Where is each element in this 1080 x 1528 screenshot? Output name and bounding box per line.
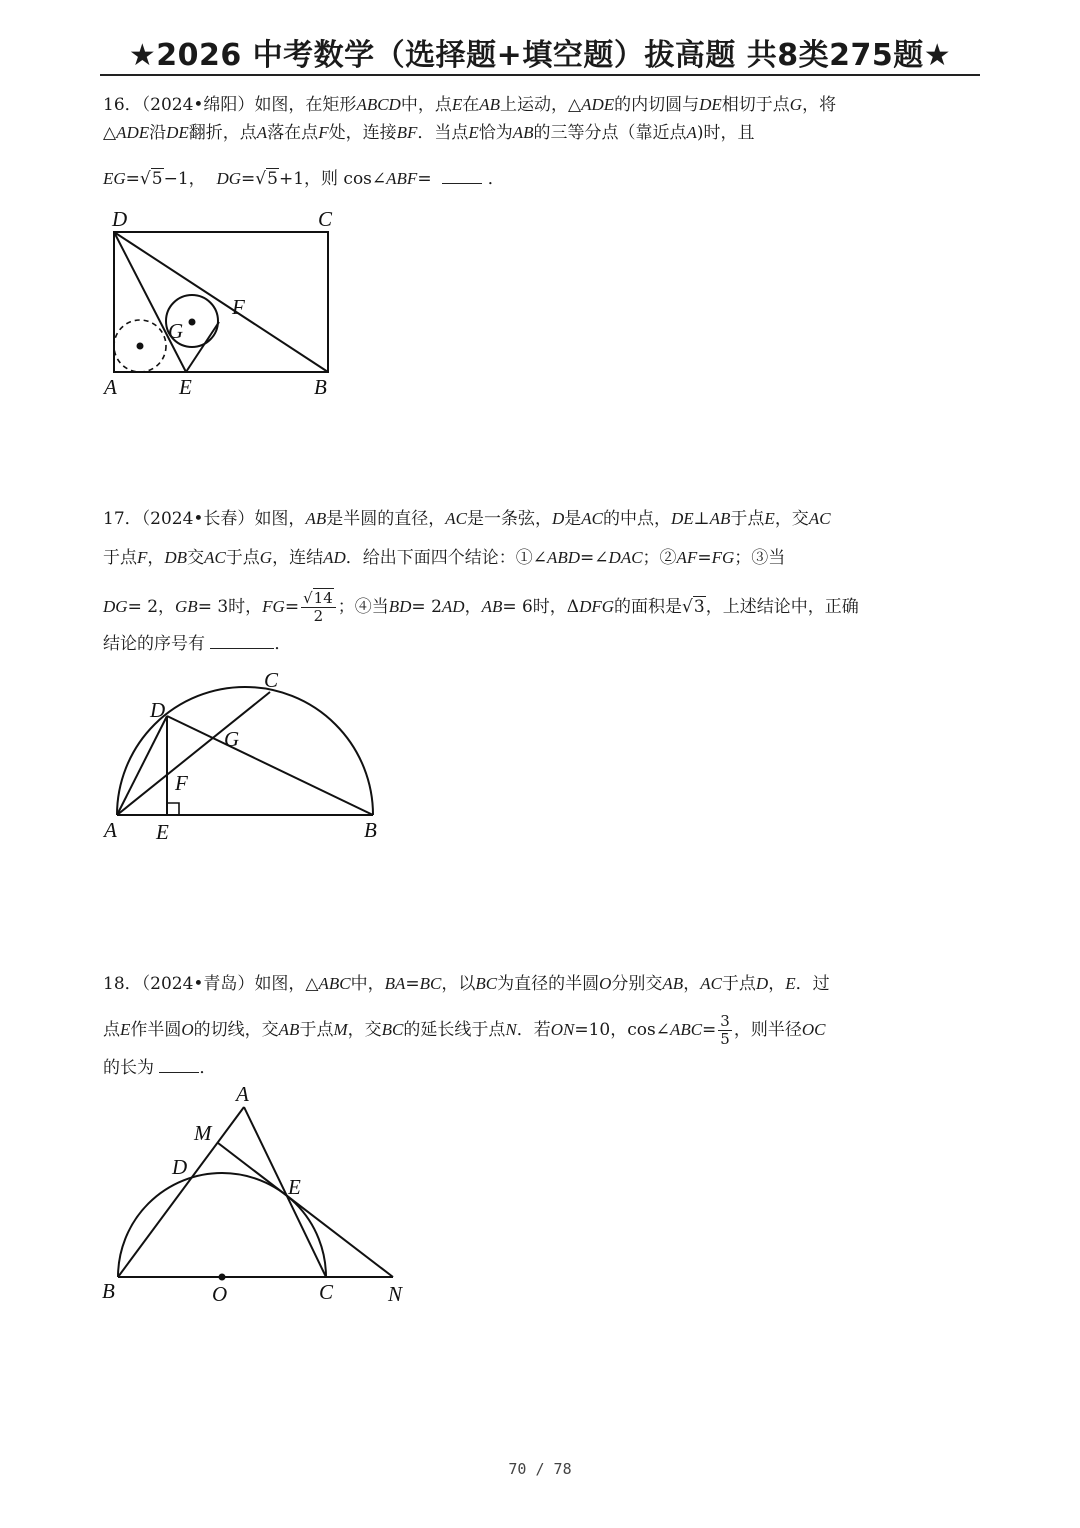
tangent-mn xyxy=(218,1143,393,1277)
text: ， xyxy=(768,974,786,994)
text: 的中点， xyxy=(602,509,671,529)
text: 是一条弦， xyxy=(466,509,552,529)
math-var: DE xyxy=(699,95,722,114)
text: 的长为 xyxy=(103,1058,154,1078)
text: ，则半径 xyxy=(733,1020,802,1040)
figure-18 xyxy=(100,1080,420,1320)
problem-number: 16． xyxy=(103,95,142,115)
chord-ad xyxy=(117,716,167,815)
text: 相切于点 xyxy=(721,95,790,115)
math-var: DAC xyxy=(608,548,643,567)
text: ；② xyxy=(642,548,677,568)
math-var: ABCD xyxy=(356,95,401,114)
text: =10，cos∠ xyxy=(574,1020,670,1040)
label-b: B xyxy=(364,818,377,842)
math-var: BC xyxy=(475,974,498,993)
math-var: ABF xyxy=(386,169,418,188)
label-b: B xyxy=(102,1279,115,1303)
math-var: BC xyxy=(419,974,442,993)
text: ， xyxy=(147,548,165,568)
text: 在 xyxy=(462,95,480,115)
label-c: C xyxy=(319,1280,334,1304)
math-var: DG xyxy=(103,597,128,616)
text: 于点 xyxy=(299,1020,334,1040)
center-dot xyxy=(189,319,196,326)
figure-16 xyxy=(100,200,360,410)
math-var: G xyxy=(259,548,273,567)
math-var: AB xyxy=(278,1020,300,1039)
math-var: AB xyxy=(512,123,534,142)
text: 处，连接 xyxy=(328,123,397,143)
text: 落在点 xyxy=(267,123,319,143)
label-f: F xyxy=(232,295,245,319)
text: 的面积是 xyxy=(614,597,683,617)
text: −1， xyxy=(163,169,206,189)
text: ，交 xyxy=(347,1020,382,1040)
text: 为直径的半圆 xyxy=(497,974,600,994)
sqrt-radicand: 5 xyxy=(151,169,163,189)
math-var: FG xyxy=(711,548,735,567)
text: = 2 xyxy=(411,597,442,617)
text: = xyxy=(405,974,420,994)
answer-blank xyxy=(442,169,482,184)
math-var: ABC xyxy=(318,974,351,993)
text: 的延长线于点 xyxy=(403,1020,506,1040)
text: ，交 xyxy=(774,509,809,529)
label-f: F xyxy=(175,771,188,795)
text: 交 xyxy=(187,548,205,568)
text: 恰为 xyxy=(478,123,513,143)
center-dot xyxy=(137,343,144,350)
label-e: E xyxy=(156,820,169,844)
text: 于点 xyxy=(721,974,756,994)
problem-18-line-2 xyxy=(103,1013,825,1048)
text: = xyxy=(241,169,256,189)
math-var: O xyxy=(599,974,612,993)
text: ，以 xyxy=(441,974,476,994)
math-var: FG xyxy=(262,597,285,616)
problem-number: 17． xyxy=(103,509,142,529)
math-var: AC xyxy=(581,509,603,528)
text: 于点 xyxy=(103,548,137,568)
text: 作半圆 xyxy=(130,1020,182,1040)
problem-16-line-3: EG=√5−1， DG=√5+1，则 cos∠ABF= ． xyxy=(103,169,505,189)
math-var: ADE xyxy=(581,95,615,114)
math-var: AB xyxy=(709,509,731,528)
text: = xyxy=(284,597,300,617)
math-var: BD xyxy=(388,597,412,616)
label-n: N xyxy=(388,1282,403,1306)
label-g: G xyxy=(168,319,184,343)
math-var: BF xyxy=(396,123,418,142)
math-var: DB xyxy=(164,548,188,567)
text: ．给出下面四个结论：①∠ xyxy=(345,548,547,568)
header-rule xyxy=(100,74,980,76)
math-var: AD xyxy=(441,597,465,616)
math-var: AB xyxy=(481,597,503,616)
problem-number: 18． xyxy=(103,974,142,994)
problem-source: （2024•绵阳） xyxy=(141,95,255,115)
label-a: A xyxy=(236,1082,249,1106)
math-var: DG xyxy=(216,169,242,188)
math-var: AB xyxy=(479,95,500,114)
math-var: E xyxy=(120,1020,131,1039)
text: ，上述结论中，正确 xyxy=(705,597,859,617)
text: 沿 xyxy=(149,123,167,143)
math-var: DE xyxy=(670,509,694,528)
text: 中，点 xyxy=(400,95,452,115)
text: 如图，在矩形 xyxy=(254,95,357,115)
text: 如图，△ xyxy=(254,974,319,994)
math-var: AD xyxy=(323,548,346,567)
math-var: O xyxy=(181,1020,194,1039)
label-a: A xyxy=(104,818,117,842)
math-var: AC xyxy=(445,509,467,528)
fraction-numerator: 3 xyxy=(720,1012,730,1030)
text: ， xyxy=(683,974,701,994)
text: = xyxy=(125,169,140,189)
text: 如图， xyxy=(254,509,306,529)
math-var: M xyxy=(333,1020,348,1039)
problem-16-line-1 xyxy=(103,94,836,116)
text: 的切线，交 xyxy=(193,1020,279,1040)
text: = xyxy=(697,548,712,568)
text: 是 xyxy=(564,509,582,529)
math-var: D xyxy=(755,974,769,993)
math-var: E xyxy=(451,95,463,114)
problem-17-line-4 xyxy=(103,633,291,655)
math-var: BA xyxy=(384,974,406,993)
text: 于点 xyxy=(225,548,260,568)
problem-18-line-1 xyxy=(103,973,830,995)
text: = 2， xyxy=(127,597,176,617)
problem-17-line-3: DG= 2，GB= 3时，FG= $\frac{√14}{2}$ ；④当BD= 2AD，AB= 6时，ΔDFG的面积是√3，上述结论中，正确 xyxy=(103,589,859,625)
text: ；③当 xyxy=(734,548,786,568)
text: 的内切圆与 xyxy=(614,95,700,115)
text: ⊥ xyxy=(693,509,710,529)
center-o-dot xyxy=(219,1274,226,1281)
text: ．当点 xyxy=(417,123,469,143)
text: = 3时， xyxy=(197,597,263,617)
math-var: E xyxy=(785,974,796,993)
math-var: ABD xyxy=(547,548,581,567)
text: ． xyxy=(487,169,505,189)
text: △ xyxy=(103,123,117,143)
text: = xyxy=(702,1020,717,1040)
text: +1，则 cos∠ xyxy=(278,169,387,189)
text: = xyxy=(417,169,432,189)
label-c: C xyxy=(318,207,333,231)
math-var: AC xyxy=(700,974,722,993)
text: ．过 xyxy=(795,974,830,994)
text: 中， xyxy=(350,974,385,994)
fraction-denominator: 5 xyxy=(720,1030,730,1048)
answer-blank xyxy=(210,634,274,649)
text: =∠ xyxy=(580,548,609,568)
math-var: GB xyxy=(175,597,198,616)
answer-blank xyxy=(159,1058,199,1073)
text: )时，且 xyxy=(696,123,755,143)
math-var: AF xyxy=(676,548,698,567)
problem-18-line-3 xyxy=(103,1057,216,1079)
math-var: G xyxy=(789,95,803,114)
problem-source: （2024•青岛） xyxy=(141,974,255,994)
math-var: ADE xyxy=(116,123,150,142)
page-number: 70 / 78 xyxy=(508,1460,572,1478)
fraction: $\frac{√14}{2}$ xyxy=(301,590,336,625)
sqrt-radicand: 3 xyxy=(693,597,705,617)
sqrt-radicand: 14 xyxy=(313,589,333,607)
math-var: E xyxy=(764,509,775,528)
text: 上运动，△ xyxy=(500,95,582,115)
text: ， xyxy=(464,597,482,617)
math-var: AB xyxy=(305,509,327,528)
text: ，连结 xyxy=(272,548,324,568)
math-var: OC xyxy=(801,1020,826,1039)
math-var: E xyxy=(468,123,479,142)
math-var: F xyxy=(137,548,148,567)
text: 的三等分点（靠近点 xyxy=(533,123,687,143)
text: 结论的序号有 xyxy=(103,634,205,654)
label-m: M xyxy=(194,1121,212,1145)
text: = 6时，Δ xyxy=(502,597,580,617)
math-var: N xyxy=(505,1020,517,1039)
math-var: EG xyxy=(103,169,126,188)
problem-source: （2024•长春） xyxy=(141,509,255,529)
math-var: ABC xyxy=(669,1020,703,1039)
math-var: DFG xyxy=(579,597,615,616)
label-d: D xyxy=(150,698,166,722)
math-var: ON xyxy=(550,1020,575,1039)
text: 点 xyxy=(103,1020,120,1040)
label-c: C xyxy=(264,668,279,692)
sqrt-radicand: 5 xyxy=(267,169,278,189)
text: ． xyxy=(199,1058,217,1078)
text: ；④当 xyxy=(337,597,389,617)
math-var: BC xyxy=(381,1020,404,1039)
math-var: AB xyxy=(662,974,684,993)
fraction xyxy=(718,1013,732,1048)
text: 分别交 xyxy=(611,974,663,994)
label-b: B xyxy=(314,375,327,399)
math-var: DE xyxy=(166,123,189,142)
label-d: D xyxy=(112,207,128,231)
text: ． xyxy=(274,634,292,654)
segment-db xyxy=(114,232,328,372)
label-e: E xyxy=(179,375,192,399)
math-var: D xyxy=(551,509,565,528)
text: 于点 xyxy=(730,509,765,529)
label-e: E xyxy=(288,1175,301,1199)
label-o: O xyxy=(212,1282,228,1306)
label-d: D xyxy=(172,1155,188,1179)
figure-17 xyxy=(100,665,400,855)
problem-17-line-1 xyxy=(103,508,831,530)
text: 是半圆的直径， xyxy=(326,509,446,529)
math-var: AC xyxy=(808,509,831,528)
label-a: A xyxy=(104,375,117,399)
problem-17-line-2 xyxy=(103,547,785,569)
math-var: AC xyxy=(204,548,226,567)
right-angle-mark xyxy=(167,803,179,815)
page-title: ★2026 中考数学（选择题+填空题）拔高题 共8类275题★ xyxy=(128,38,952,73)
label-g: G xyxy=(224,727,240,751)
side-ac xyxy=(244,1107,326,1277)
math-var: A xyxy=(256,123,268,142)
side-ab xyxy=(118,1107,244,1277)
text: 翻折，点 xyxy=(188,123,257,143)
text: ．若 xyxy=(516,1020,551,1040)
text: ，将 xyxy=(802,95,837,115)
math-var: A xyxy=(686,123,697,142)
problem-16-line-2 xyxy=(103,122,755,144)
math-var: F xyxy=(318,123,329,142)
fraction-denominator: 2 xyxy=(313,607,324,625)
